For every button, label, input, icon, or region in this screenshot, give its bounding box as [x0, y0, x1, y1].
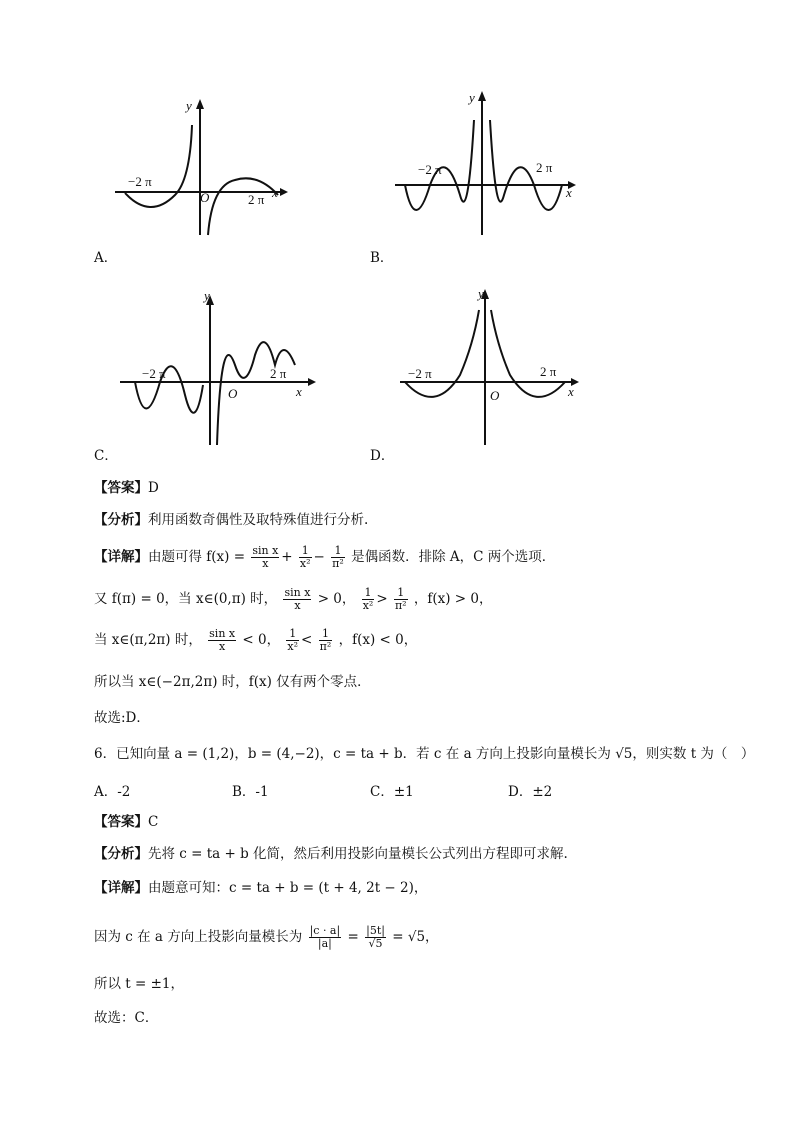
fraction-denominator: x [219, 640, 226, 653]
q5-detail-5: 故选:D． [94, 710, 150, 726]
detail-text: 当 x∈(π,2π) 时， [94, 632, 202, 648]
q6-stem: 6．已知向量 a = (1,2)，b = (4,−2)，c = ta + b．若 c 在 a 方向上投影向量模长为 √5，则实数 t 为（ ） [94, 746, 755, 762]
q6-detail-2 [94, 925, 439, 950]
fraction-one-over-pi2 [319, 628, 333, 653]
fraction-one-over-pi2 [331, 545, 345, 570]
q6-answer [94, 812, 158, 832]
fraction-numerator: 1 [286, 628, 299, 641]
fraction-numerator: sin x [252, 544, 279, 557]
graph-b-y-label: y [469, 90, 475, 105]
fraction-sinx-over-x [208, 628, 236, 653]
graph-b-option: B． [370, 250, 394, 266]
analysis-tag: 【分析】 [94, 512, 148, 528]
graph-c-y-label: y [204, 288, 210, 303]
fraction-sinx-over-x [283, 587, 311, 612]
graph-c-neg-label: −2 π [142, 366, 166, 381]
detail-text: 因为 c 在 a 方向上投影向量模长为 [94, 929, 303, 945]
detail-text: < 0， [242, 632, 281, 648]
detail-text: 由题意可知：c = ta + b = (t + 4, 2t − 2)， [148, 880, 428, 896]
q5-detail-3: 当 x∈(π,2π) 时， $\frac{\text{sin x}}{x}$ < 0， $\frac{1}{\text{x²}}$ < $\frac{1}{\text{π²}}$ ，f(x) < 0， [94, 627, 418, 653]
q5-answer [94, 478, 159, 498]
graph-b-pos-label: 2 π [536, 160, 553, 175]
answer-tag: 【答案】 [94, 480, 148, 496]
fraction-numerator: 1 [319, 628, 333, 641]
detail-text: = [343, 929, 364, 945]
q6-detail-4: 故选：C． [94, 1010, 159, 1026]
graph-d-option: D． [370, 448, 395, 464]
detail-text: 又 f(π) = 0，当 x∈(0,π) 时， [94, 591, 278, 607]
q6-option-d: D．±2 [508, 784, 553, 800]
fraction-denominator: x [262, 557, 269, 570]
fraction-denominator: x² [362, 599, 374, 612]
fraction-one-over-x2 [299, 545, 312, 570]
graph-c-option: C． [94, 448, 118, 464]
q5-detail-4: 所以当 x∈(−2π,2π) 时，f(x) 仅有两个零点． [94, 674, 371, 690]
graph-c-pos-label: 2 π [270, 366, 287, 381]
graph-b-x-label: x [566, 185, 572, 200]
graph-d-origin: O [490, 388, 500, 403]
fraction-numerator: 1 [331, 545, 345, 558]
fraction-numerator: sin x [284, 586, 311, 599]
fraction-one-over-x2 [286, 628, 299, 653]
graph-c-x-label: x [296, 384, 302, 399]
graph-d-neg-label: −2 π [408, 366, 432, 381]
fraction-denominator: π² [394, 599, 407, 612]
detail-text: 由题可得 f(x) = [148, 549, 250, 565]
graph-b-neg-label: −2 π [418, 162, 442, 177]
fraction-denominator: π² [332, 557, 344, 570]
detail-text: = √5， [387, 929, 439, 945]
q6-option-a: A．-2 [94, 784, 131, 800]
q6-detail-1 [94, 878, 427, 898]
fraction-one-over-x2 [362, 587, 375, 612]
graph-a-pos-label: 2 π [248, 192, 265, 207]
fraction-numerator: 1 [394, 587, 408, 600]
detail-text: > 0， [317, 591, 356, 607]
q6-option-b: B．-1 [232, 784, 269, 800]
graph-a-neg-label: −2 π [128, 174, 152, 189]
q5-detail-2: 又 f(π) = 0，当 x∈(0,π) 时， $\frac{\text{sin x}}{x}$ > 0， $\frac{1}{\text{x²}}$ > $\frac{1}{\text{π²}}$ ，f(x) > 0， [94, 586, 493, 612]
graph-a-y-label: y [186, 98, 192, 113]
analysis-tag: 【分析】 [94, 846, 148, 862]
graph-a-origin: O [200, 190, 210, 205]
graph-a [110, 85, 300, 245]
fraction-numerator: |5t| [366, 924, 385, 937]
answer-tag: 【答案】 [94, 814, 148, 830]
q6-analysis [94, 844, 568, 864]
detail-tag: 【详解】 [94, 549, 148, 565]
analysis-text: 利用函数奇偶性及取特殊值进行分析. [148, 512, 369, 528]
q5-detail-1: 【详解】由题可得 f(x) = $\frac{\text{sin x}}{x}$ + $\frac{1}{\text{x²}}$ − $\frac{1}{\text{π²}}$ 是偶函数．排除 A，C 两个选项． [94, 544, 556, 570]
fraction-sinx-over-x [251, 545, 279, 570]
detail-text: 是偶函数．排除 A，C 两个选项． [351, 549, 556, 565]
fraction-numerator: |c · a| [309, 924, 341, 937]
detail-text: ，f(x) > 0， [413, 591, 493, 607]
fraction-denominator: |a| [317, 937, 332, 950]
fraction-numerator: 1 [299, 545, 312, 558]
fraction-denominator: π² [319, 640, 332, 653]
fraction-5t-over-root5 [365, 925, 386, 950]
fraction-denominator: x² [299, 557, 311, 570]
detail-text: ，f(x) < 0， [338, 632, 418, 648]
fraction-numerator: sin x [209, 627, 236, 640]
answer-value: D [148, 480, 159, 496]
fraction-denominator: x [294, 599, 301, 612]
q6-option-c: C．±1 [370, 784, 414, 800]
detail-tag: 【详解】 [94, 880, 148, 896]
answer-value: C [148, 814, 159, 830]
graph-a-option: A． [94, 250, 118, 266]
graph-c-origin: O [228, 386, 238, 401]
fraction-denominator: √5 [368, 937, 383, 950]
graph-d-y-label: y [478, 286, 484, 301]
analysis-text: 先将 c = ta + b 化简，然后利用投影向量模长公式列出方程即可求解. [148, 846, 568, 862]
fraction-projection [309, 925, 342, 950]
fraction-one-over-pi2 [394, 587, 408, 612]
q5-analysis [94, 510, 368, 530]
fraction-denominator: x² [287, 640, 299, 653]
fraction-numerator: 1 [362, 587, 375, 600]
graph-a-x-label: x [272, 185, 278, 200]
graph-d-x-label: x [568, 384, 574, 399]
graph-d-pos-label: 2 π [540, 364, 557, 379]
q6-detail-3: 所以 t = ±1， [94, 976, 185, 992]
